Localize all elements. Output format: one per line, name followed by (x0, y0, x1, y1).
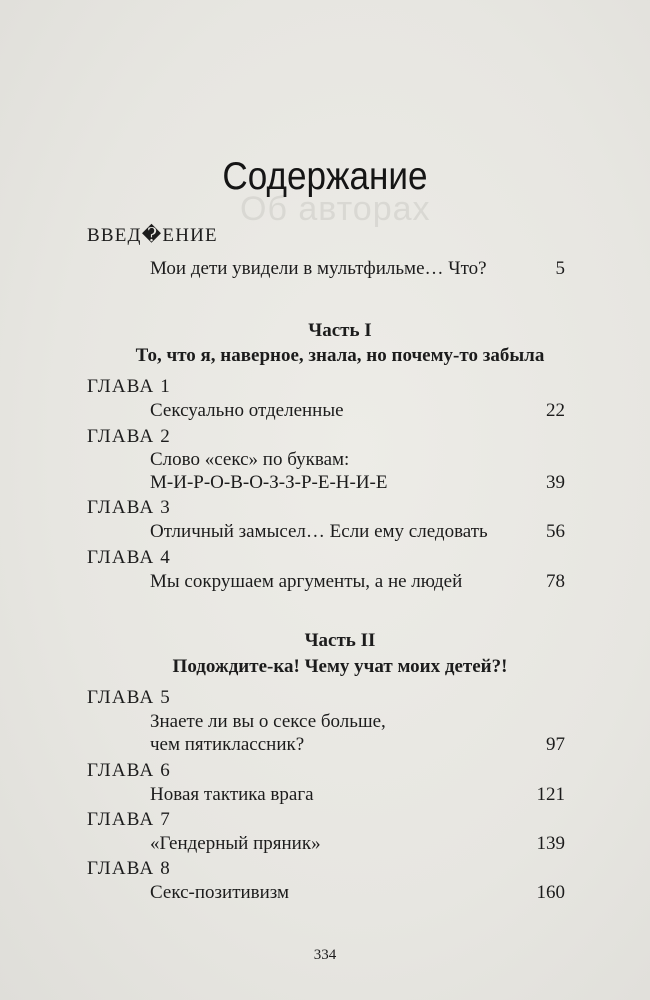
chapter-2-label: ГЛАВА 2 (87, 426, 172, 447)
chapter-4-label: ГЛАВА 4 (87, 547, 172, 568)
chapter-6-title: Новая тактика врага (150, 784, 314, 805)
chapter-3-label: ГЛАВА 3 (87, 497, 172, 518)
chapter-8-title: Секс-позитивизм (150, 882, 290, 903)
chapter-8-label: ГЛАВА 8 (87, 858, 172, 879)
chapter-6-label: ГЛАВА 6 (87, 760, 172, 781)
chapter-5-title-line-1: Знаете ли вы о сексе больше, (150, 711, 386, 732)
intro-entry: Мои дети увидели в мультфильме… Что? (150, 258, 487, 279)
chapter-2-page: 39 (546, 472, 565, 493)
chapter-7-label: ГЛАВА 7 (87, 809, 172, 830)
chapter-3-page: 56 (546, 521, 565, 542)
chapter-3-title: Отличный замысел… Если ему следовать (150, 521, 488, 542)
part-1-subtitle: То, что я, наверное, знала, но почему-то забыла (135, 345, 545, 366)
part-2-heading: Часть II (304, 630, 376, 651)
page-title: Содержание (222, 155, 428, 198)
bleed-through-text: Об авторах (240, 190, 431, 228)
chapter-6-page: 121 (536, 784, 565, 805)
chapter-4-title: Мы сокрушаем аргументы, а не людей (150, 571, 463, 592)
page-folio-number: 334 (313, 947, 337, 963)
part-1-heading: Часть I (308, 320, 372, 341)
chapter-5-page: 97 (546, 734, 565, 755)
chapter-4-page: 78 (546, 571, 565, 592)
chapter-1-page: 22 (546, 400, 565, 421)
chapter-1-label: ГЛАВА 1 (87, 376, 172, 397)
part-2-subtitle: Подождите-ка! Чему учат моих детей?! (172, 656, 508, 677)
intro-page-number: 5 (555, 258, 565, 279)
chapter-2-title-line-1: Слово «секс» по буквам: (150, 449, 350, 470)
chapter-8-page: 160 (536, 882, 565, 903)
chapter-5-title-line-2: чем пятиклассник? (150, 734, 305, 755)
chapter-5-label: ГЛАВА 5 (87, 687, 172, 708)
chapter-2-title-line-2: М-И-Р-О-В-О-З-З-Р-Е-Н-И-Е (150, 472, 388, 493)
chapter-1-title: Сексуально отделенные (150, 400, 344, 421)
chapter-7-page: 139 (536, 833, 565, 854)
chapter-7-title: «Гендерный пряник» (150, 833, 321, 854)
intro-label: ВВЕД�ЕНИЕ (87, 225, 218, 246)
